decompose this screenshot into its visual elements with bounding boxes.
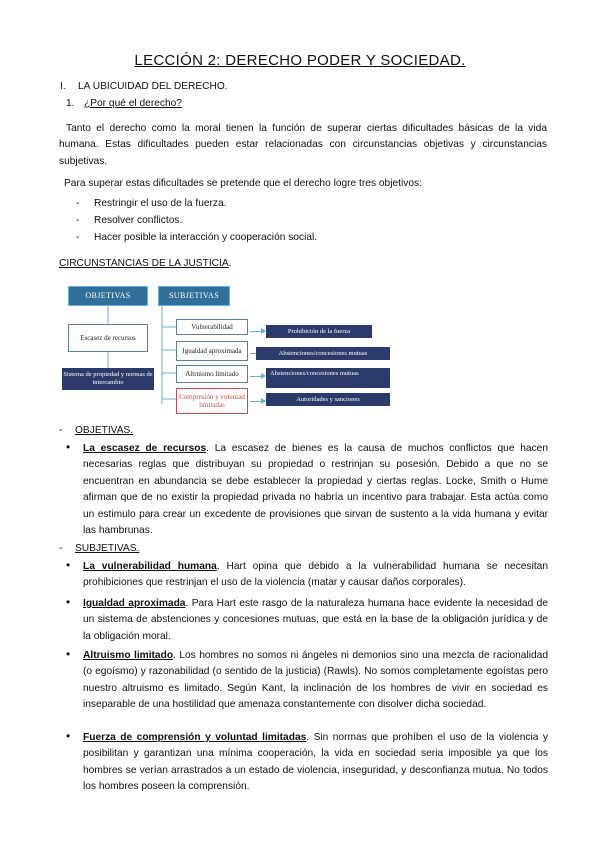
- igualdad-box: Igualdad aproximada: [176, 341, 248, 361]
- compresion-box: Compresión y voluntad limitadas: [176, 388, 248, 414]
- justice-diagram: [60, 280, 400, 420]
- autoridades-box: Autoridades y sanciones: [266, 393, 390, 406]
- abstenciones-box-1: Abstenciones/concesiones mutuas: [256, 347, 390, 360]
- objective-item: Hacer posible la interacción y cooperación social.: [94, 232, 318, 243]
- subjetiva-paragraph: Igualdad aproximada. Para Hart este rasgo de la naturaleza humana hace evidente la necesidad de un sistema de abstenciones y concesiones mutuas, que está en la base de la obligación jurídica y de la obligación moral.: [83, 598, 548, 642]
- vulnerabilidad-box: Vulnerabilidad: [176, 319, 248, 335]
- escasez-box: Escasez de recursos: [68, 324, 148, 352]
- subjetiva-paragraph: Fuerza de comprensión y voluntad limitadas. Sin normas que prohíben el uso de la violencia y posibilitan y garantizan una mínima cooperación, la vida en sociedad seria imposible ya que los hombres se verían arrastrados a un estado de violencia, inseguridad, y desconfianza mutua. No todos los hombres poseen la comprensión.: [83, 732, 548, 793]
- escasez-paragraph: La escasez de recursos. La escasez de bienes es la causa de muchos conflictos que hacen necesarias reglas que distribuyan su propiedad o restrinjan su posesión. Debido a que no se encuentran en abundancia se debe establecer la propiedad y ciertas reglas. Locke, Smith o Hume afirman que de no existir la propiedad privada no habría un incentivo para trabajar. Esta actúa como un estimulo para crear un excedente de provisiones que sirvan de sustento a la vida humana y evitar las hambrunas.: [83, 443, 548, 537]
- subjetivas-header: SUBJETIVAS: [158, 286, 230, 306]
- bullet-icon: •: [66, 440, 71, 454]
- list-dash: -: [76, 198, 80, 209]
- abstenciones-box-2: Abstenciones/concesiones mutuas: [266, 368, 390, 388]
- objetivas-header: OBJETIVAS: [68, 286, 148, 306]
- arrow-icon: [250, 401, 262, 402]
- bullet-icon: •: [66, 647, 71, 661]
- subjetiva-paragraph: Altruismo limitado. Los hombres no somos ni ángeles ni demonios sino una mezcla de racionalidad (o egoísmo) y razonabilidad (o sentido de la justicia) (Rawls). No somos completamente egoístas pero nuestro altruismo es limitado. Según Kant, la inclinación de los hombres de vivir en sociedad es inseparable de una hostilidad que amenaza constantemente con disolver dicha sociedad.: [83, 650, 548, 711]
- list-dash: -: [59, 543, 63, 554]
- subjetivas-heading: SUBJETIVAS.: [75, 543, 140, 554]
- bullet-icon: •: [66, 558, 71, 572]
- objective-item: Restringir el uso de la fuerza.: [94, 198, 227, 209]
- circumstances-heading: CIRCUNSTANCIAS DE LA JUSTICIA.: [59, 258, 232, 269]
- section-number: I.: [60, 81, 66, 92]
- section-title: LA UBICUIDAD DEL DERECHO.: [78, 81, 228, 92]
- list-dash: -: [59, 425, 63, 436]
- bullet-icon: •: [66, 729, 71, 743]
- objectives-intro: Para superar estas dificultades se pretende que el derecho logre tres objetivos:: [64, 178, 422, 189]
- intro-paragraph: Tanto el derecho como la moral tienen la función de superar ciertas dificultades básicas de la vida humana. Estas dificultades pueden estar relacionadas con circunstancias objetivas y circunstancias subjetivas.: [59, 123, 547, 167]
- altruismo-box: Altruismo limitado: [176, 365, 248, 383]
- objective-item: Resolver conflictos.: [94, 215, 183, 226]
- subsection-number: 1.: [66, 98, 75, 109]
- arrow-icon: [250, 331, 262, 332]
- bullet-icon: •: [66, 595, 71, 609]
- subsection-title: ¿Por qué el derecho?: [84, 98, 182, 109]
- list-dash: -: [76, 215, 80, 226]
- list-dash: -: [76, 232, 80, 243]
- objetivas-heading: OBJETIVAS.: [75, 425, 134, 436]
- subjetiva-paragraph: La vulnerabilidad humana. Hart opina que debido a la vulnerabilidad humana se necesitan prohibiciones que restrinjan el uso de la violencia (matar y causar daños corporales).: [83, 561, 548, 589]
- page-title: LECCIÓN 2: DERECHO PODER Y SOCIEDAD.: [134, 52, 466, 69]
- prohibicion-box: Prohibición de la fuerza: [266, 325, 372, 338]
- arrow-icon: [250, 376, 262, 377]
- sistema-box: Sistema de propiedad y normas de intercambio: [62, 368, 154, 390]
